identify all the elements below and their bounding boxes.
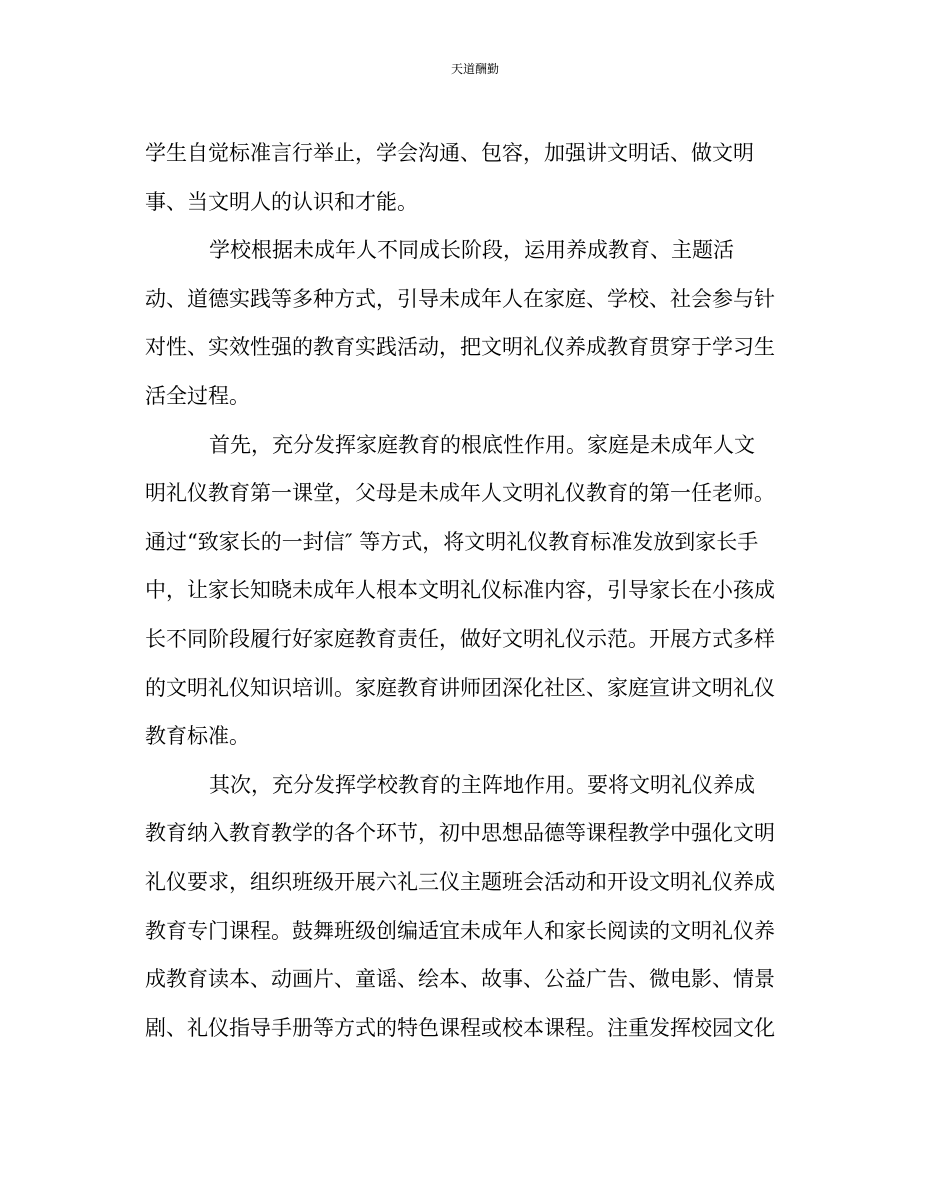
text-line: 剧、礼仪指导手册等方式的特色课程或校本课程。注重发挥校园文化 [145, 1015, 775, 1040]
text-line: 教育专门课程。鼓舞班级创编适宜未成年人和家长阅读的文明礼仪养 [145, 918, 775, 943]
text-line: 中，让家长知晓未成年人根本文明礼仪标准内容，引导家长在小孩成 [145, 578, 775, 603]
page-header: 天道酬勤 [450, 62, 499, 76]
body-text [145, 129, 810, 1052]
text-line: 其次，充分发挥学校教育的主阵地作用。要将文明礼仪养成 [209, 772, 755, 797]
text-line: 活全过程。 [145, 383, 250, 408]
text-line: 教育纳入教育教学的各个环节，初中思想品德等课程教学中强化文明 [145, 821, 775, 846]
text-line: 通过“致家长的一封信″ 等方式，将文明礼仪教育标准发放到家长手 [145, 529, 759, 554]
text-line: 明礼仪教育第一课堂，父母是未成年人文明礼仪教育的第一任老师。 [145, 481, 775, 506]
text-line: 学校根据未成年人不同成长阶段，运用养成教育、主题活 [209, 238, 734, 263]
text-line: 成教育读本、动画片、童谣、绘本、故事、公益广告、微电影、情景 [145, 967, 775, 992]
text-line: 对性、实效性强的教育实践活动，把文明礼仪养成教育贯穿于学习生 [145, 335, 775, 360]
text-line: 的文明礼仪知识培训。家庭教育讲师团深化社区、家庭宣讲文明礼仪 [145, 675, 775, 700]
text-line: 教育标准。 [145, 724, 250, 749]
text-line: 礼仪要求，组织班级开展六礼三仪主题班会活动和开设文明礼仪养成 [145, 869, 775, 894]
text-line: 首先，充分发挥家庭教育的根底性作用。家庭是未成年人文 [209, 432, 755, 457]
text-line: 动、道德实践等多种方式，引导未成年人在家庭、学校、社会参与针 [145, 286, 775, 311]
text-line: 学生自觉标准言行举止，学会沟通、包容，加强讲文明话、做文明 [145, 141, 754, 165]
text-line: 长不同阶段履行好家庭教育责任，做好文明礼仪示范。开展方式多样 [145, 626, 775, 651]
text-line: 事、当文明人的认识和才能。 [145, 189, 418, 214]
